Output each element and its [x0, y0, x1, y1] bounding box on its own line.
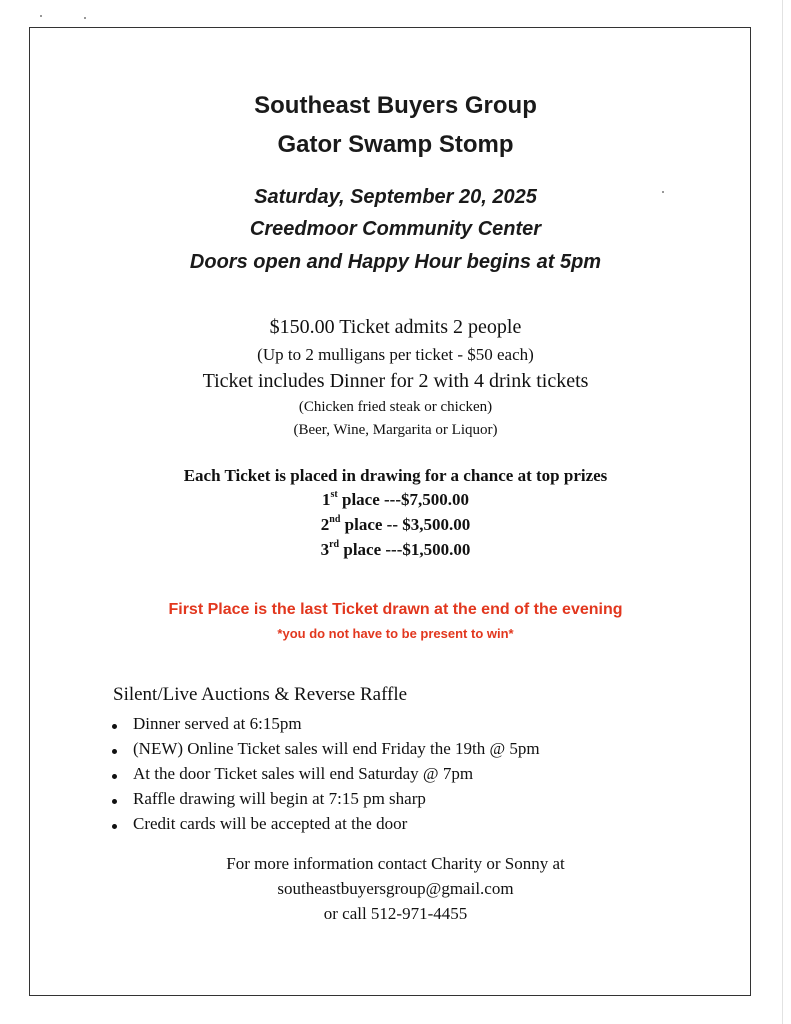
list-item	[112, 736, 540, 761]
prize-rank: 1	[322, 490, 331, 509]
list-item-text: Credit cards will be accepted at the door	[133, 813, 408, 833]
bullet-icon	[112, 799, 117, 804]
prize-rank: 3	[320, 540, 330, 559]
event-date: Saturday, September 20, 2025	[254, 186, 537, 208]
prize-rank: 2	[320, 515, 330, 534]
contact-email: southeastbuyersgroup@gmail.com	[277, 879, 514, 898]
event-doors: Doors open and Happy Hour begins at 5pm	[189, 251, 602, 273]
scan-speck	[84, 17, 86, 19]
list-item	[112, 811, 540, 836]
event-org-title: Southeast Buyers Group	[254, 92, 537, 119]
prize-rank-suffix: st	[330, 489, 338, 501]
prize-rank-suffix: rd	[329, 539, 340, 551]
list-item	[112, 711, 540, 736]
event-name-title: Gator Swamp Stomp	[277, 131, 514, 158]
ticket-price: $150.00 Ticket admits 2 people	[269, 316, 522, 338]
ticket-drinks: (Beer, Wine, Margarita or Liquor)	[293, 422, 498, 438]
list-item-text: Raffle drawing will begin at 7:15 pm sharp	[133, 788, 426, 808]
contact-line: For more information contact Charity or Sonny at	[226, 854, 565, 873]
event-details-list	[112, 711, 540, 836]
bullet-icon	[112, 749, 117, 754]
list-item-text: Dinner served at 6:15pm	[133, 713, 302, 733]
event-venue: Creedmoor Community Center	[249, 218, 542, 240]
ticket-includes: Ticket includes Dinner for 2 with 4 drink tickets	[202, 370, 589, 392]
prize-amount: place -- $3,500.00	[340, 515, 471, 534]
bullet-icon	[112, 724, 117, 729]
prize-second	[0, 515, 791, 535]
presence-notice: *you do not have to be present to win*	[277, 626, 514, 641]
bullet-icon	[112, 774, 117, 779]
flyer-border	[29, 27, 751, 996]
prizes-heading: Each Ticket is placed in drawing for a chance at top prizes	[183, 466, 608, 485]
list-item	[112, 786, 540, 811]
prize-third	[0, 540, 791, 560]
bullet-icon	[112, 824, 117, 829]
first-place-notice: First Place is the last Ticket drawn at the end of the evening	[168, 601, 623, 618]
prize-amount: place ---$7,500.00	[337, 490, 469, 509]
list-item-text: (NEW) Online Ticket sales will end Friday the 19th @ 5pm	[133, 738, 540, 758]
auctions-heading: Silent/Live Auctions & Reverse Raffle	[113, 684, 408, 705]
list-item	[112, 761, 540, 786]
list-item-text: At the door Ticket sales will end Saturday @ 7pm	[133, 763, 474, 783]
ticket-food: (Chicken fried steak or chicken)	[298, 399, 493, 415]
scan-speck	[40, 15, 42, 17]
contact-phone: or call 512-971-4455	[323, 904, 468, 923]
prize-rank-suffix: nd	[329, 514, 341, 526]
prize-first	[0, 490, 791, 510]
ticket-mulligans: (Up to 2 mulligans per ticket - $50 each)	[257, 345, 534, 364]
prize-amount: place ---$1,500.00	[339, 540, 471, 559]
